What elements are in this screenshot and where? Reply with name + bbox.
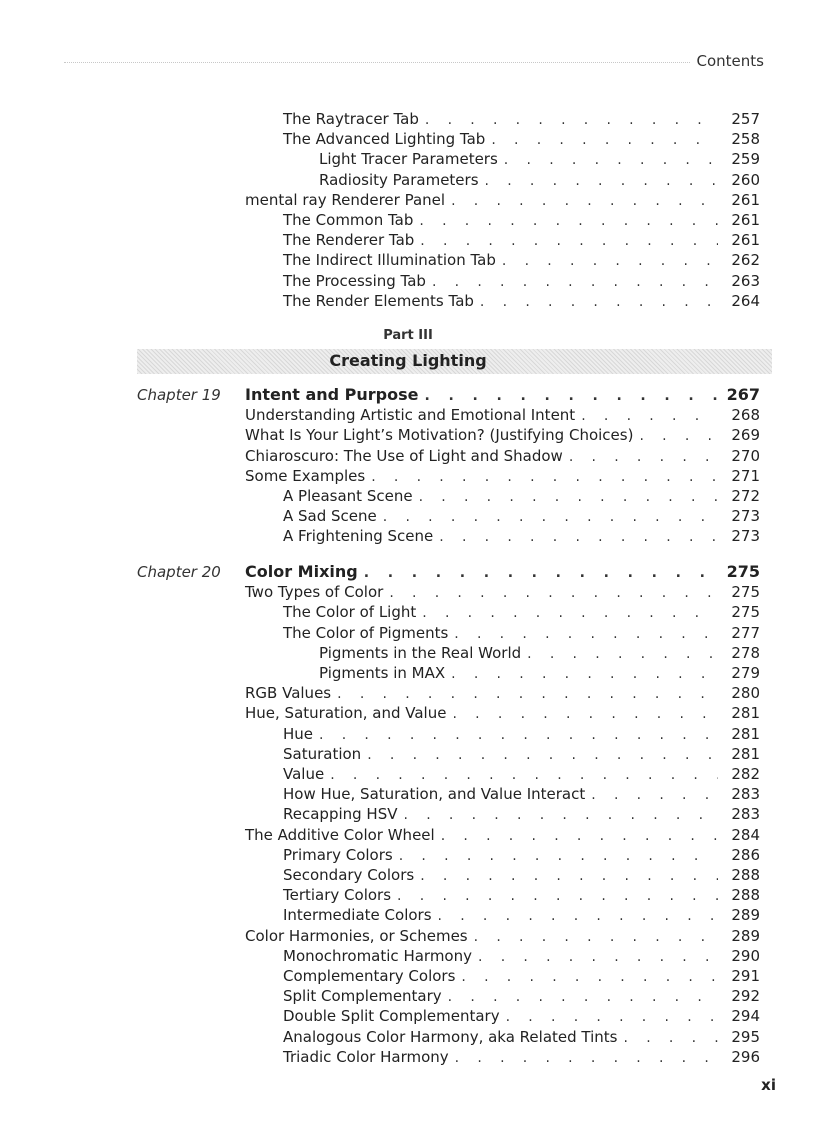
toc-entry-title: What Is Your Light’s Motivation? (Justifying Choices) (245, 426, 634, 445)
toc-entry-title: The Render Elements Tab (283, 291, 474, 310)
toc-entry (283, 486, 760, 506)
toc-page-number: 295 (731, 1027, 760, 1046)
toc-entry (283, 506, 760, 526)
toc-entry-title: Saturation (283, 744, 362, 763)
toc-entry-title: Analogous Color Harmony, aka Related Tints (283, 1027, 618, 1046)
dot-leader (455, 1048, 718, 1068)
dot-leader (527, 644, 718, 664)
dot-leader (432, 272, 718, 292)
toc-entry-title: How Hue, Saturation, and Value Interact (283, 785, 586, 804)
dot-leader (420, 231, 718, 251)
dot-leader (439, 527, 718, 547)
toc-entry (283, 986, 760, 1006)
dot-leader (438, 906, 718, 926)
toc-entry-title: The Indirect Illumination Tab (283, 251, 496, 270)
toc-page-number: 284 (731, 825, 760, 844)
toc-entry (283, 250, 760, 270)
toc-entry (319, 663, 760, 683)
dot-leader (383, 507, 718, 527)
toc-page-number: 272 (731, 487, 760, 505)
chapter-heading (245, 562, 760, 582)
running-head-rule (64, 62, 690, 63)
toc-entry (283, 845, 760, 865)
toc-entry-title: RGB Values (245, 684, 332, 703)
toc-entry-title: Color Mixing (245, 562, 358, 581)
dot-leader (425, 110, 718, 130)
toc-entry-title: Two Types of Color (245, 583, 384, 602)
toc-page-number: 279 (731, 664, 760, 682)
page-folio: xi (761, 1076, 776, 1094)
toc-page-number: 261 (731, 231, 760, 250)
dot-leader (319, 725, 718, 745)
toc-entry (283, 602, 760, 622)
toc-entry-title: The Raytracer Tab (283, 110, 419, 128)
dot-leader (448, 987, 718, 1007)
toc-entry (283, 1047, 760, 1067)
dot-leader (425, 386, 719, 406)
toc-entry-title: mental ray Renderer Panel (245, 190, 446, 209)
toc-entry (283, 804, 760, 824)
toc-page-number: 268 (731, 406, 760, 425)
toc-page-number: 283 (731, 785, 760, 804)
toc-entry (283, 966, 760, 986)
toc-entry-title: The Renderer Tab (283, 231, 415, 250)
toc-page-number: 288 (731, 866, 760, 884)
dot-leader (480, 292, 718, 312)
toc-page-number: 260 (731, 170, 760, 189)
toc-entry-title: Some Examples (245, 466, 366, 485)
toc-entry-title: The Additive Color Wheel (245, 825, 435, 844)
toc-page-number: 264 (731, 291, 760, 310)
toc-entry (283, 865, 760, 885)
dot-leader (364, 563, 718, 583)
toc-entry (283, 1027, 760, 1047)
toc-entry (283, 271, 760, 291)
dot-leader (624, 1028, 719, 1048)
toc-page-number: 271 (731, 466, 760, 485)
toc-entry (283, 109, 760, 129)
toc-entry (283, 526, 760, 546)
toc-page-number: 275 (731, 603, 760, 622)
toc-page-number: 290 (731, 946, 760, 965)
toc-page-number: 259 (731, 150, 760, 169)
toc-page-number: 275 (726, 562, 760, 581)
dot-leader (452, 704, 718, 724)
toc-entry (245, 405, 760, 425)
dot-leader (419, 487, 718, 507)
toc-entry (283, 885, 760, 905)
toc-page-number: 288 (731, 886, 760, 905)
toc-entry (245, 190, 760, 210)
dot-leader (451, 664, 718, 684)
toc-page-number: 261 (731, 190, 760, 209)
chapter-label: Chapter 19 (137, 386, 221, 404)
toc-page-number: 294 (731, 1007, 760, 1026)
toc-entry (245, 926, 760, 946)
dot-leader (367, 745, 718, 765)
toc-entry (319, 643, 760, 663)
dot-leader (397, 886, 718, 906)
toc-entry-title: Secondary Colors (283, 866, 415, 884)
toc-entry-title: Pigments in the Real World (319, 643, 522, 662)
toc-entry (319, 170, 760, 190)
toc-entry-title: Pigments in MAX (319, 664, 446, 682)
dot-leader (399, 846, 718, 866)
toc-entry-title: Monochromatic Harmony (283, 946, 472, 965)
toc-entry-title: Radiosity Parameters (319, 170, 479, 189)
dot-leader (581, 406, 718, 426)
toc-entry-title: A Sad Scene (283, 507, 377, 526)
dot-leader (451, 191, 718, 211)
toc-page-number: 291 (731, 967, 760, 985)
toc-page-number: 278 (731, 643, 760, 662)
toc-entry-title: Primary Colors (283, 845, 393, 864)
chapter-heading (245, 385, 760, 405)
toc-entry-title: A Pleasant Scene (283, 487, 413, 505)
toc-entry (283, 724, 760, 744)
dot-leader (474, 927, 718, 947)
toc-entry-title: The Advanced Lighting Tab (283, 130, 486, 149)
dot-leader (485, 171, 718, 191)
toc-page-number: 282 (731, 765, 760, 783)
toc-entry-title: Chiaroscuro: The Use of Light and Shadow (245, 446, 563, 465)
toc-page-number: 289 (731, 926, 760, 945)
toc-entry (245, 703, 760, 723)
toc-entry-title: Intent and Purpose (245, 385, 419, 404)
toc-entry-title: Hue (283, 724, 314, 743)
toc-entry (283, 905, 760, 925)
toc-entry-title: Split Complementary (283, 987, 442, 1006)
toc-entry (245, 446, 760, 466)
toc-entry-title: Hue, Saturation, and Value (245, 704, 447, 723)
toc-entry (283, 291, 760, 311)
toc-page-number: 258 (731, 130, 760, 149)
dot-leader (639, 426, 718, 446)
toc-entry (245, 466, 760, 486)
dot-leader (506, 1007, 718, 1027)
toc-entry (245, 825, 760, 845)
toc-page-number: 277 (731, 623, 760, 642)
toc-page-number: 289 (731, 906, 760, 925)
toc-page-number: 283 (731, 805, 760, 824)
toc-entry (283, 230, 760, 250)
toc-entry (283, 764, 760, 784)
toc-entry-title: Tertiary Colors (283, 886, 392, 905)
toc-entry (245, 582, 760, 602)
toc-entry (319, 149, 760, 169)
part-title: Creating Lighting (329, 351, 487, 370)
toc-entry (245, 425, 760, 445)
toc-page-number: 273 (731, 527, 760, 546)
toc-page-number: 262 (731, 251, 760, 270)
dot-leader (454, 624, 718, 644)
toc-entry-title: The Processing Tab (283, 271, 426, 290)
toc-entry-title: A Frightening Scene (283, 527, 434, 546)
toc-page-number: 273 (731, 507, 760, 526)
dot-leader (478, 947, 718, 967)
dot-leader (504, 150, 718, 170)
toc-entry-title: Light Tracer Parameters (319, 150, 498, 169)
toc-entry (245, 683, 760, 703)
toc-entry-title: Intermediate Colors (283, 906, 432, 925)
dot-leader (330, 765, 718, 785)
toc-entry-title: Triadic Color Harmony (283, 1047, 449, 1066)
toc-entry (283, 946, 760, 966)
toc-entry (283, 1006, 760, 1026)
dot-leader (461, 967, 718, 987)
dot-leader (419, 211, 718, 231)
dot-leader (502, 251, 718, 271)
toc-entry (283, 210, 760, 230)
dot-leader (404, 805, 719, 825)
dot-leader (389, 583, 718, 603)
dot-leader (371, 467, 718, 487)
toc-entry (283, 744, 760, 764)
dot-leader (441, 826, 718, 846)
toc-entry-title: Color Harmonies, or Schemes (245, 926, 468, 945)
toc-entry-title: The Color of Light (283, 603, 417, 622)
toc-page-number: 257 (731, 110, 760, 128)
dot-leader (569, 447, 718, 467)
toc-entry-title: Double Split Complementary (283, 1007, 500, 1026)
toc-entry-title: Understanding Artistic and Emotional Intent (245, 406, 576, 425)
toc-page-number: 280 (731, 684, 760, 703)
toc-page-number: 281 (731, 704, 760, 723)
toc-page-number: 286 (731, 845, 760, 864)
dot-leader (491, 130, 718, 150)
toc-entry (283, 623, 760, 643)
toc-entry-title: The Color of Pigments (283, 623, 449, 642)
toc-page-number: 269 (731, 426, 760, 445)
dot-leader (420, 866, 718, 886)
toc-page-number: 292 (731, 987, 760, 1006)
dot-leader (422, 603, 718, 623)
toc-entry (283, 784, 760, 804)
toc-page-number: 261 (731, 211, 760, 229)
dot-leader (337, 684, 718, 704)
toc-page-number: 281 (731, 744, 760, 763)
running-head: Contents (696, 52, 764, 70)
chapter-label: Chapter 20 (137, 563, 221, 581)
toc-entry (283, 129, 760, 149)
toc-page-number: 275 (731, 583, 760, 602)
toc-page-number: 281 (731, 724, 760, 743)
toc-entry-title: Recapping HSV (283, 805, 398, 824)
toc-page-number: 270 (731, 446, 760, 465)
toc-entry-title: The Common Tab (283, 211, 414, 229)
dot-leader (591, 785, 718, 805)
toc-page-number: 296 (731, 1047, 760, 1066)
part-label: Part III (383, 328, 433, 343)
toc-page-number: 267 (726, 385, 760, 404)
toc-entry-title: Complementary Colors (283, 967, 456, 985)
toc-page-number: 263 (731, 271, 760, 290)
toc-entry-title: Value (283, 765, 325, 783)
